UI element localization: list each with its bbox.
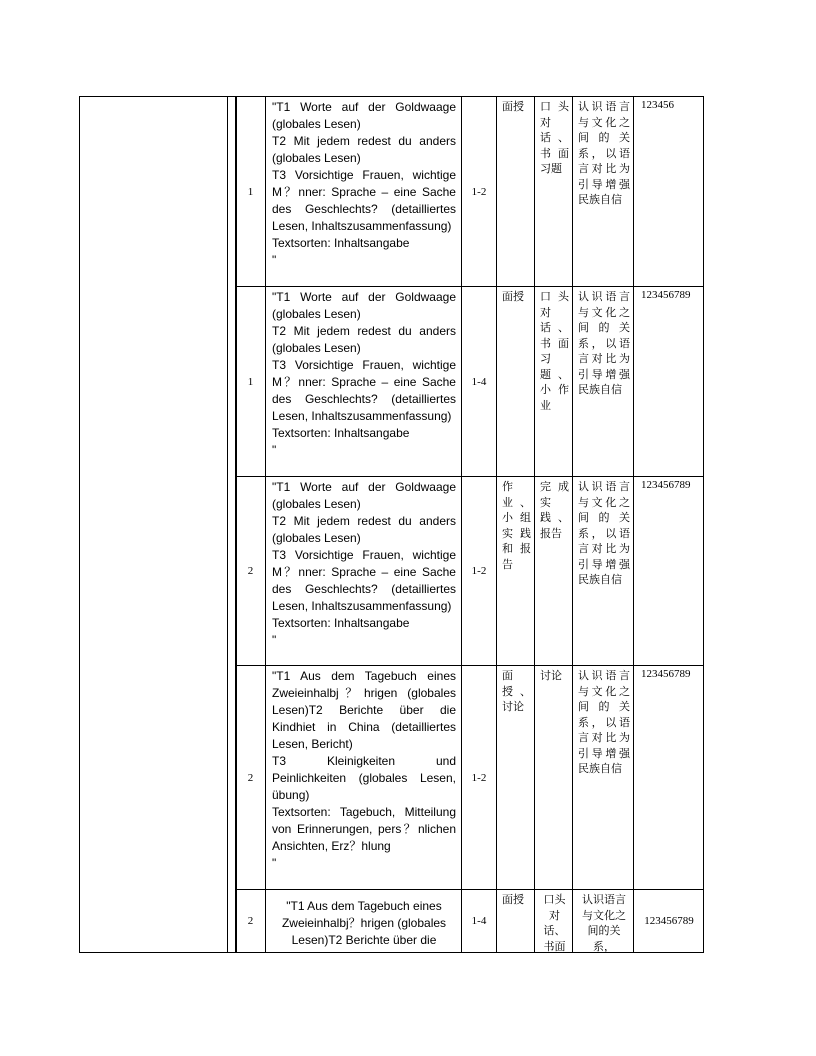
schedule-table: [79, 96, 704, 953]
content-text: "T1 Worte auf der Goldwaage (globales Lesen) T2 Mit jedem redest du anders (globales Lesen) T3 Vorsichtige Frauen, wichtige M？nner: Sprache – eine Sache des Geschlechts? (detailliertes Lesen, Inhaltszusammenfassung) Textsorten: Inhaltsangabe ": [265, 477, 461, 665]
unit-number: 2: [235, 477, 265, 665]
objective-codes: 123456789: [633, 890, 704, 952]
hours-value: 1-4: [461, 287, 496, 476]
table-row: [235, 666, 703, 890]
ideology-goal: 认识语言与文化之间的关系，以语言对比为引导增强民族自信: [572, 97, 633, 286]
learning-activity: 讨论: [534, 666, 572, 889]
learning-activity: 口头对话、书面习题、小作业: [534, 287, 572, 476]
teaching-method: 面授: [496, 890, 534, 952]
teaching-method: 面授: [496, 97, 534, 286]
ideology-goal: 认识语言与文化之间的关系，: [572, 890, 633, 952]
table-row: [235, 890, 703, 952]
teaching-method: 作业、小组实践和报告: [496, 477, 534, 665]
ideology-goal: 认识语言与文化之间的关系，以语言对比为引导增强民族自信: [572, 477, 633, 665]
hours-value: 1-2: [461, 477, 496, 665]
objective-codes: 123456: [633, 97, 704, 286]
left-merged-column: [80, 97, 228, 952]
unit-number: 2: [235, 666, 265, 889]
teaching-method: 面授、讨论: [496, 666, 534, 889]
objective-codes: 123456789: [633, 287, 704, 476]
hours-value: 1-2: [461, 97, 496, 286]
objective-codes: 123456789: [633, 666, 704, 889]
ideology-goal: 认识语言与文化之间的关系，以语言对比为引导增强民族自信: [572, 287, 633, 476]
table-row: [235, 287, 703, 477]
hours-value: 1-2: [461, 666, 496, 889]
unit-number: 1: [235, 97, 265, 286]
table-row: [235, 97, 703, 287]
objective-codes: 123456789: [633, 477, 704, 665]
content-text: "T1 Worte auf der Goldwaage (globales Lesen) T2 Mit jedem redest du anders (globales Lesen) T3 Vorsichtige Frauen, wichtige M？nner: Sprache – eine Sache des Geschlechts? (detailliertes Lesen, Inhaltszusammenfassung) Textsorten: Inhaltsangabe ": [265, 287, 461, 476]
content-text: "T1 Worte auf der Goldwaage (globales Lesen) T2 Mit jedem redest du anders (globales Lesen) T3 Vorsichtige Frauen, wichtige M？nner: Sprache – eine Sache des Geschlechts? (detailliertes Lesen, Inhaltszusammenfassung) Textsorten: Inhaltsangabe ": [265, 97, 461, 286]
unit-number: 2: [235, 890, 265, 952]
content-text: "T1 Aus dem Tagebuch eines Zweieinhalbj？hrigen (globales Lesen)T2 Berichte über die Kindhiet in China (detailliertes Lesen, Bericht) T3 Kleinigkeiten und Peinlichkeiten (globales Lesen, übung) Textsorten: Tagebuch, Mitteilung von Erinnerungen, pers？nlichen Ansichten, Erz？hlung ": [265, 666, 461, 889]
hours-value: 1-4: [461, 890, 496, 952]
learning-activity: 口头对话、书面习题: [534, 97, 572, 286]
learning-activity: 口头对话、书面: [534, 890, 572, 952]
teaching-method: 面授: [496, 287, 534, 476]
content-text: "T1 Aus dem Tagebuch eines Zweieinhalbj？hrigen (globales Lesen)T2 Berichte über die: [265, 890, 461, 952]
learning-activity: 完成实践、报告: [534, 477, 572, 665]
ideology-goal: 认识语言与文化之间的关系，以语言对比为引导增强民族自信: [572, 666, 633, 889]
table-row: [235, 477, 703, 666]
unit-number: 1: [235, 287, 265, 476]
